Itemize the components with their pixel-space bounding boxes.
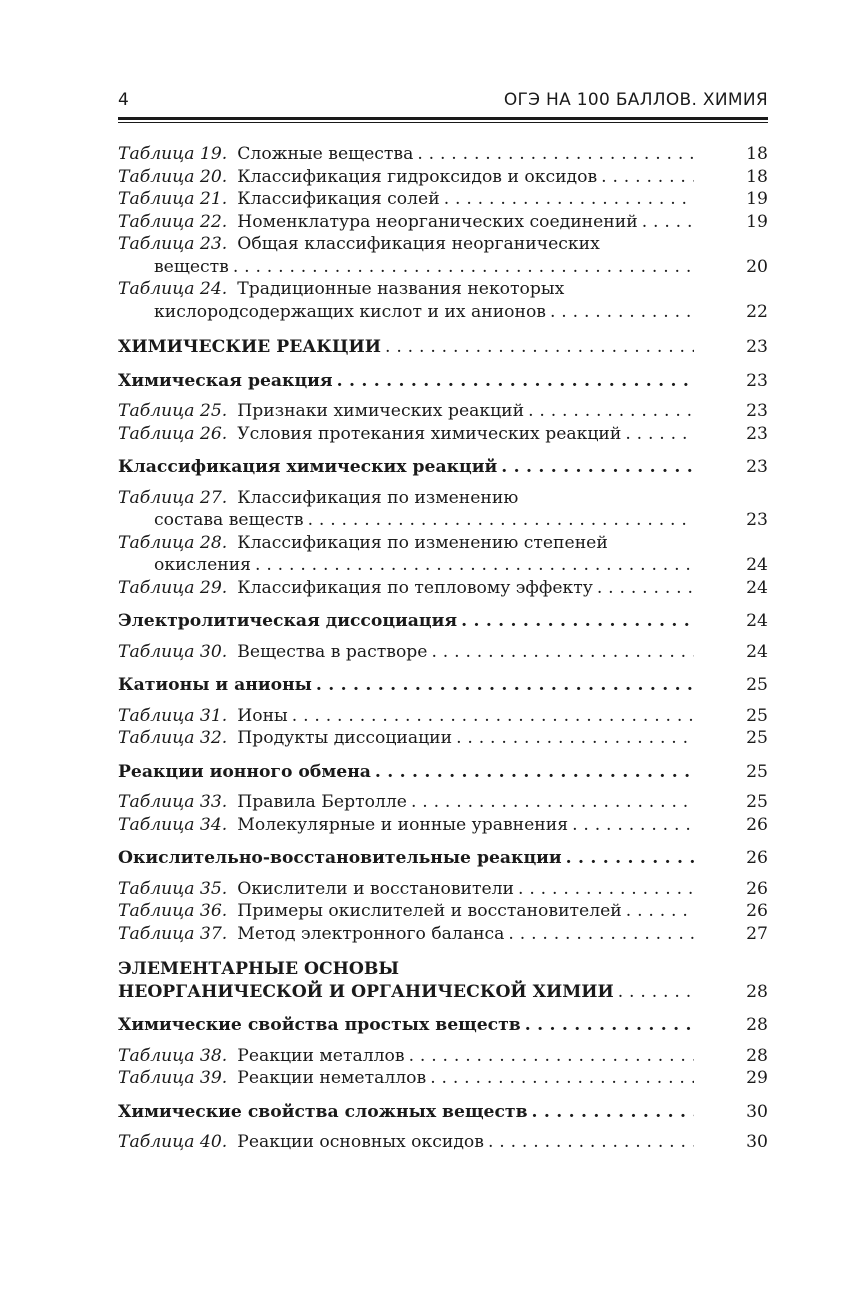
toc-entry-title: Окислители и восстановители bbox=[237, 878, 515, 899]
dot-leader bbox=[625, 423, 694, 446]
toc-table-entry[interactable] bbox=[118, 278, 768, 323]
toc-entry-title: Ионы bbox=[237, 705, 288, 726]
toc-table-label: Таблица 39. bbox=[118, 1068, 228, 1088]
toc-table-label: Таблица 30. bbox=[118, 641, 228, 662]
toc-table-entry[interactable] bbox=[118, 641, 768, 664]
toc-page-number: 25 bbox=[746, 761, 768, 782]
toc-entry-title: Классификация по изменению степеней bbox=[237, 532, 608, 553]
dot-leader bbox=[508, 923, 694, 946]
dot-leader bbox=[233, 256, 694, 279]
toc-page-number: 26 bbox=[746, 878, 768, 899]
toc-entry-title: Химические свойства простых веществ bbox=[118, 1015, 521, 1035]
toc-table-entry[interactable] bbox=[118, 814, 768, 837]
toc-page-number: 26 bbox=[746, 848, 768, 868]
toc-entry-title: ХИМИЧЕСКИЕ РЕАКЦИИ bbox=[118, 337, 382, 357]
toc-table-label: Таблица 20. bbox=[118, 166, 228, 187]
toc-table-entry[interactable] bbox=[118, 878, 768, 901]
toc-page-number: 18 bbox=[746, 166, 768, 187]
toc-entry-title: Реакции металлов bbox=[237, 1045, 405, 1066]
toc-entry-title: Классификация гидроксидов и оксидов bbox=[237, 166, 598, 187]
toc-table-entry[interactable] bbox=[118, 1067, 768, 1090]
dot-leader bbox=[430, 1067, 694, 1090]
toc-page-number: 28 bbox=[746, 1015, 768, 1035]
toc-table-entry[interactable] bbox=[118, 791, 768, 814]
toc-page-number: 23 bbox=[746, 370, 768, 391]
dot-leader bbox=[375, 761, 694, 784]
toc-table-entry[interactable] bbox=[118, 900, 768, 923]
toc-entry-title: Классификация химических реакций bbox=[118, 457, 498, 477]
toc-page-number: 24 bbox=[746, 611, 768, 631]
dot-leader bbox=[597, 577, 694, 600]
toc-part-heading[interactable] bbox=[118, 958, 768, 1003]
toc-table-entry[interactable] bbox=[118, 143, 768, 166]
toc-page-number: 30 bbox=[746, 1132, 768, 1152]
toc-table-label: Таблица 26. bbox=[118, 423, 228, 444]
toc-table-entry[interactable] bbox=[118, 188, 768, 211]
running-header bbox=[118, 90, 768, 114]
dot-leader bbox=[385, 336, 694, 359]
toc-table-entry[interactable] bbox=[118, 727, 768, 750]
toc-page-number: 26 bbox=[746, 814, 768, 835]
toc-entry-title: НЕОРГАНИЧЕСКОЙ И ОРГАНИЧЕСКОЙ ХИМИИ bbox=[118, 981, 614, 1002]
table-of-contents bbox=[118, 143, 768, 1154]
toc-entry-title: Условия протекания химических реакций bbox=[237, 423, 622, 444]
toc-entry-title: Примеры окислителей и восстановителей bbox=[237, 901, 622, 921]
toc-table-label: Таблица 32. bbox=[118, 728, 228, 748]
toc-table-label: Таблица 28. bbox=[118, 532, 228, 553]
toc-table-label: Таблица 31. bbox=[118, 705, 228, 726]
page-number: 4 bbox=[118, 90, 129, 110]
toc-page-number: 19 bbox=[746, 211, 768, 232]
toc-page-number: 18 bbox=[746, 144, 768, 164]
dot-leader bbox=[316, 674, 694, 697]
toc-table-entry[interactable] bbox=[118, 233, 768, 278]
toc-entry-title: Сложные вещества bbox=[237, 144, 414, 164]
dot-leader bbox=[518, 878, 694, 901]
dot-leader bbox=[626, 900, 694, 923]
toc-table-label: Таблица 35. bbox=[118, 878, 228, 899]
toc-section-heading[interactable] bbox=[118, 761, 768, 784]
toc-section-heading[interactable] bbox=[118, 847, 768, 870]
dot-leader bbox=[601, 166, 694, 189]
running-title: ОГЭ НА 100 БАЛЛОВ. ХИМИЯ bbox=[503, 90, 768, 110]
dot-leader bbox=[642, 211, 694, 234]
toc-page-number: 20 bbox=[746, 256, 768, 277]
toc-entry-title: Классификация по изменению bbox=[237, 487, 519, 508]
toc-entry-title: Классификация по тепловому эффекту bbox=[237, 577, 593, 598]
dot-leader bbox=[532, 1101, 694, 1124]
dot-leader bbox=[461, 610, 694, 633]
dot-leader bbox=[488, 1131, 694, 1154]
toc-table-label: Таблица 24. bbox=[118, 279, 228, 299]
toc-section-heading[interactable] bbox=[118, 610, 768, 633]
toc-entry-title: Правила Бертолле bbox=[237, 792, 407, 812]
toc-table-label: Таблица 29. bbox=[118, 577, 228, 598]
toc-entry-title: окисления bbox=[154, 555, 252, 575]
toc-page-number: 26 bbox=[746, 901, 768, 921]
dot-leader bbox=[417, 143, 694, 166]
toc-page-number: 30 bbox=[746, 1101, 768, 1122]
toc-table-entry[interactable] bbox=[118, 400, 768, 423]
toc-table-entry[interactable] bbox=[118, 705, 768, 728]
toc-page-number: 27 bbox=[746, 923, 768, 944]
toc-page-number: 24 bbox=[746, 641, 768, 662]
toc-page-number: 19 bbox=[746, 189, 768, 209]
dot-leader bbox=[255, 554, 694, 577]
toc-page-number: 25 bbox=[746, 675, 768, 695]
toc-entry-title: Электролитическая диссоциация bbox=[118, 611, 458, 631]
toc-table-label: Таблица 36. bbox=[118, 901, 228, 921]
toc-table-entry[interactable] bbox=[118, 577, 768, 600]
dot-leader bbox=[525, 1014, 694, 1037]
toc-table-label: Таблица 22. bbox=[118, 211, 228, 232]
dot-leader bbox=[572, 814, 694, 837]
toc-table-entry[interactable] bbox=[118, 166, 768, 189]
toc-page-number: 25 bbox=[746, 728, 768, 748]
toc-table-entry[interactable] bbox=[118, 211, 768, 234]
toc-page-number: 25 bbox=[746, 792, 768, 812]
toc-table-label: Таблица 19. bbox=[118, 144, 228, 164]
toc-page-number: 23 bbox=[746, 423, 768, 444]
toc-page-number: 24 bbox=[746, 555, 768, 575]
toc-section-heading[interactable] bbox=[118, 456, 768, 479]
toc-entry-title: Признаки химических реакций bbox=[237, 401, 525, 421]
toc-entry-title: кислородсодержащих кислот и их анионов bbox=[154, 301, 546, 322]
toc-page-number: 28 bbox=[746, 1045, 768, 1066]
toc-entry-title: Продукты диссоциации bbox=[237, 728, 453, 748]
toc-entry-title: Классификация солей bbox=[237, 189, 440, 209]
dot-leader bbox=[501, 456, 694, 479]
toc-table-label: Таблица 33. bbox=[118, 792, 228, 812]
dot-leader bbox=[550, 301, 694, 324]
toc-entry-title: Общая классификация неорганических bbox=[237, 234, 600, 254]
toc-page-number: 23 bbox=[746, 401, 768, 421]
toc-entry-title: состава веществ bbox=[154, 510, 304, 530]
toc-entry-title: Метод электронного баланса bbox=[237, 923, 505, 944]
toc-part-heading[interactable] bbox=[118, 336, 768, 359]
toc-table-label: Таблица 27. bbox=[118, 487, 228, 508]
toc-entry-title: Реакции основных оксидов bbox=[237, 1132, 484, 1152]
toc-section-heading[interactable] bbox=[118, 370, 768, 393]
toc-entry-title: ЭЛЕМЕНТАРНЫЕ ОСНОВЫ bbox=[118, 959, 400, 979]
toc-table-entry[interactable] bbox=[118, 532, 768, 577]
dot-leader bbox=[456, 727, 694, 750]
dot-leader bbox=[411, 791, 694, 814]
toc-entry-title: Реакции неметаллов bbox=[237, 1068, 427, 1088]
toc-section-heading[interactable] bbox=[118, 674, 768, 697]
toc-section-heading[interactable] bbox=[118, 1101, 768, 1124]
dot-leader bbox=[566, 847, 694, 870]
toc-entry-title: Традиционные названия некоторых bbox=[237, 279, 565, 299]
dot-leader bbox=[618, 981, 694, 1004]
dot-leader bbox=[444, 188, 694, 211]
toc-table-label: Таблица 38. bbox=[118, 1045, 228, 1066]
toc-entry-title: Химическая реакция bbox=[118, 370, 333, 391]
dot-leader bbox=[308, 509, 694, 532]
toc-table-label: Таблица 37. bbox=[118, 923, 228, 944]
toc-entry-title: Номенклатура неорганических соединений bbox=[237, 211, 638, 232]
dot-leader bbox=[409, 1045, 694, 1068]
header-rule-thin bbox=[118, 122, 768, 123]
toc-page-number: 23 bbox=[746, 457, 768, 477]
toc-table-entry[interactable] bbox=[118, 423, 768, 446]
toc-entry-title: Катионы и анионы bbox=[118, 675, 312, 695]
dot-leader bbox=[337, 370, 694, 393]
toc-page-number: 22 bbox=[746, 301, 768, 322]
toc-page-number: 23 bbox=[746, 510, 768, 530]
dot-leader bbox=[292, 705, 694, 728]
toc-entry-title: Реакции ионного обмена bbox=[118, 761, 371, 782]
toc-table-label: Таблица 25. bbox=[118, 401, 228, 421]
dot-leader bbox=[431, 641, 694, 664]
toc-page-number: 23 bbox=[746, 337, 768, 357]
toc-entry-title: Вещества в растворе bbox=[237, 641, 428, 662]
toc-entry-title: Химические свойства сложных веществ bbox=[118, 1101, 528, 1122]
toc-table-entry[interactable] bbox=[118, 1131, 768, 1154]
toc-table-label: Таблица 21. bbox=[118, 189, 228, 209]
toc-page-number: 24 bbox=[746, 577, 768, 598]
toc-entry-title: Молекулярные и ионные уравнения bbox=[237, 814, 569, 835]
toc-table-entry[interactable] bbox=[118, 487, 768, 532]
toc-section-heading[interactable] bbox=[118, 1014, 768, 1037]
toc-table-entry[interactable] bbox=[118, 1045, 768, 1068]
toc-table-label: Таблица 34. bbox=[118, 814, 228, 835]
toc-entry-title: веществ bbox=[154, 256, 229, 277]
dot-leader bbox=[528, 400, 694, 423]
toc-page-number: 28 bbox=[746, 981, 768, 1002]
toc-table-label: Таблица 40. bbox=[118, 1132, 228, 1152]
toc-table-entry[interactable] bbox=[118, 923, 768, 946]
toc-page-number: 29 bbox=[746, 1068, 768, 1088]
toc-entry-title: Окислительно-восстановительные реакции bbox=[118, 848, 562, 868]
header-rule-thick bbox=[118, 117, 768, 120]
toc-page-number: 25 bbox=[746, 705, 768, 726]
toc-table-label: Таблица 23. bbox=[118, 234, 228, 254]
